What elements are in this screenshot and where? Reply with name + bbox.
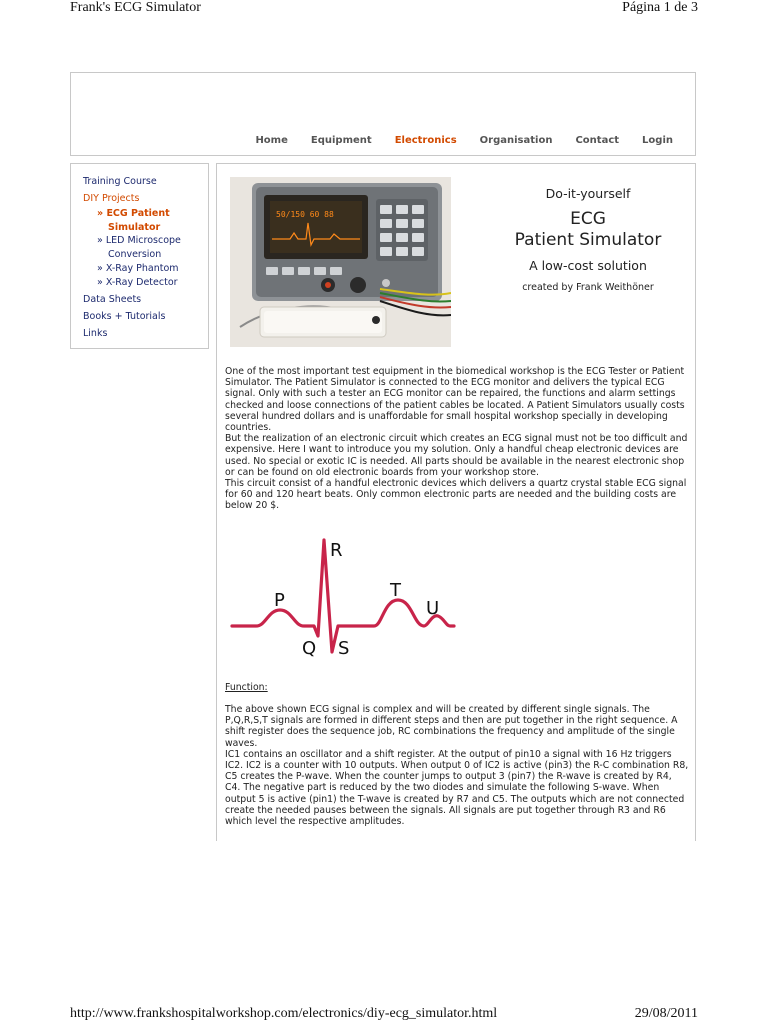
top-nav bbox=[255, 135, 673, 146]
author: created by Frank Weithöner bbox=[522, 282, 654, 293]
ecg-label-q: Q bbox=[302, 638, 317, 659]
ecg-label-s: S bbox=[338, 638, 350, 659]
page-title-line2: Patient Simulator bbox=[514, 230, 662, 250]
page-title bbox=[480, 209, 696, 251]
sidebar-subitem-ecg-line2: Simulator bbox=[108, 221, 161, 233]
page-title-line1: ECG bbox=[570, 209, 606, 229]
photo-display-text: 50/150 60 88 bbox=[276, 210, 334, 219]
nav-organisation[interactable]: Organisation bbox=[479, 135, 553, 146]
print-date: 29/08/2011 bbox=[634, 1006, 698, 1021]
intro-paragraph-2: But the realization of an electronic circuit which creates an ECG signal must not be too difficult and expensive. Here I want to introduce you my solution. Only a handful cheap electronic devices are used. No special or exotic IC is needed. All parts should be available in the nearest electronic shop or can be found on old electronic boards from your workshop store. bbox=[225, 433, 688, 478]
ecg-label-p: P bbox=[274, 590, 285, 611]
intro-paragraph-1: One of the most important test equipment in the biomedical workshop is the ECG Tester or Patient Simulator. The Patient Simulator is connected to the ECG monitor and delivers the typical ECG signal. Only with such a tester an ECG monitor can be repaired, the functions and alarm settings checked and loose connections of the patient cables be located. A Patient Simulators usually costs several hundred dollars and is unaffordable for small hospital workshop specially in developing countries. bbox=[225, 366, 685, 434]
ecg-waveform-diagram bbox=[228, 536, 458, 660]
print-title: Frank's ECG Simulator bbox=[70, 0, 201, 15]
intro-paragraph-3: This circuit consist of a handful electronic devices which delivers a quartz crystal stable ECG signal for 60 and 120 heart beats. Only common electronic parts are needed and the building costs are below 20 $. bbox=[225, 478, 687, 512]
page-url: http://www.frankshospitalworkshop.com/electronics/diy-ecg_simulator.html bbox=[70, 1006, 498, 1021]
sidebar-item-links[interactable]: Links bbox=[83, 328, 108, 340]
sidebar-item-books[interactable]: Books + Tutorials bbox=[83, 311, 166, 323]
ecg-label-u: U bbox=[426, 598, 440, 619]
intro-text bbox=[225, 366, 690, 512]
title-diy: Do-it-yourself bbox=[545, 186, 631, 201]
ecg-trace bbox=[232, 540, 454, 652]
nav-equipment[interactable]: Equipment bbox=[310, 135, 372, 146]
ecg-label-r: R bbox=[330, 540, 343, 561]
tagline: A low-cost solution bbox=[529, 258, 647, 273]
function-paragraph-2: IC1 contains an oscillator and a shift register. At the output of pin10 a signal with 16 Hz triggers IC2. IC2 is a counter with 10 outputs. When output 0 of IC2 is active (pin3) the R-C combination R8, C5 creates the P-wave. When the counter jumps to output 3 (pin7) the R-wave is created by R4, C4. The negative part is reduced by the two diodes and simulate the following S-wave. When output 5 is active (pin1) the T-wave is created by R7 and C5. The outputs which are not connected create the needed pauses between the signals. All signals are put together through R3 and R6 which level the respective amplitudes. bbox=[225, 748, 689, 828]
sidebar-subitem-ecg[interactable] bbox=[83, 207, 208, 234]
title-block bbox=[480, 186, 696, 293]
function-text bbox=[225, 704, 690, 827]
sidebar-item-diy[interactable]: DIY Projects bbox=[83, 193, 140, 204]
nav-login[interactable]: Login bbox=[642, 135, 673, 146]
sidebar-subitem-led-line2: Conversion bbox=[108, 249, 162, 261]
sidebar-subitem-led-line1: » LED Microscope bbox=[97, 235, 181, 247]
sidebar-item-training[interactable]: Training Course bbox=[83, 176, 157, 187]
print-header bbox=[0, 0, 768, 22]
ecg-label-t: T bbox=[390, 580, 401, 601]
sidebar-subitem-xray-phantom[interactable]: » X-Ray Phantom bbox=[97, 262, 179, 274]
nav-electronics[interactable]: Electronics bbox=[394, 135, 457, 146]
sidebar bbox=[70, 163, 209, 349]
sidebar-subitem-led[interactable] bbox=[83, 234, 208, 261]
sidebar-subitem-xray-detector[interactable]: » X-Ray Detector bbox=[97, 276, 178, 288]
function-heading: Function: bbox=[225, 682, 268, 693]
sidebar-subitem-ecg-line1: » ECG Patient bbox=[97, 208, 170, 219]
sidebar-item-datasheets[interactable]: Data Sheets bbox=[83, 294, 142, 306]
page-number: Página 1 de 3 bbox=[622, 0, 698, 15]
site-header bbox=[70, 72, 696, 156]
nav-contact[interactable]: Contact bbox=[575, 135, 620, 146]
nav-home[interactable]: Home bbox=[255, 135, 288, 146]
ecg-tester-photo bbox=[230, 177, 451, 347]
function-paragraph-1: The above shown ECG signal is complex and will be created by different single signals. The P,Q,R,S,T signals are formed in different steps and then are put together in the right sequence. A shift register does the sequence job, RC combinations the frequency and amplitude of the single waves. bbox=[225, 704, 678, 749]
print-footer bbox=[0, 1006, 768, 1024]
